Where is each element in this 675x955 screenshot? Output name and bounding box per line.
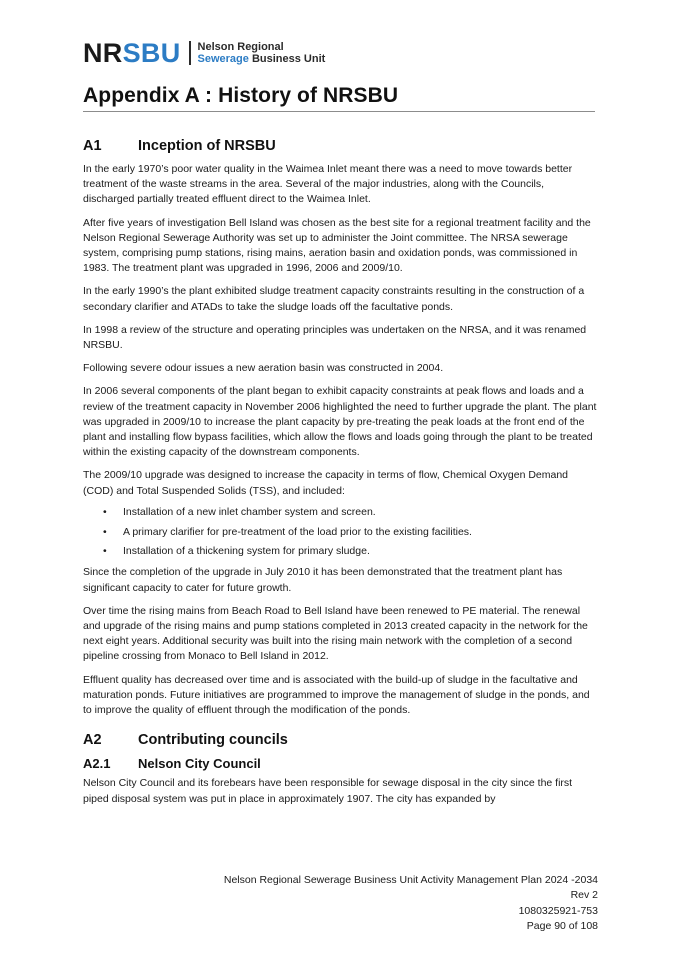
bullet-icon: • [103,525,107,538]
footer-plan-title: Nelson Regional Sewerage Business Unit Activity Management Plan 2024 -2034 [223,874,598,886]
paragraph: Nelson City Council and its forebears have been responsible for sewage disposal in the city since the first piped disposal system was put in place in approximately 1907. The city has expanded by [83,777,573,805]
section-a1-heading [83,138,597,154]
section-number: A1 [83,138,102,154]
upgrade-list [83,505,597,560]
page-footer [224,873,598,935]
section-number: A2 [83,732,102,749]
section-number: A2.1 [83,756,111,772]
footer-revision: Rev 2 [570,889,598,902]
page-title: Appendix A : History of NRSBU [83,84,399,107]
section-title: Inception of NRSBU [138,138,276,154]
paragraph: In 1998 a review of the structure and operating principles was undertaken on the NRSA, and it was renamed NRSBU. [83,323,587,352]
section-title: Nelson City Council [138,756,261,772]
bullet-icon: • [103,545,107,558]
list-item: • A primary clarifier for pre-treatment of the load prior to the existing facilities. [83,525,597,540]
logo-wordmark: NRSBU [83,38,181,68]
paragraph: In the early 1990’s the plant exhibited sludge treatment capacity constraints resulting in the construction of a secondary clarifier and ATADs to take the sludge loads off the facultative ponds. [83,285,585,313]
logo-tagline: Nelson Regional Sewerage Business Unit [197,41,326,65]
document-body [83,138,597,815]
paragraph: Over time the rising mains from Beach Road to Bell Island have been renewed to PE material. The renewal and upgrade of the rising mains and pump stations completed in 2013 created capacity in the network for the next eight years. Additional security was built into the rising main network with the completion of a second pipeline crossing from Monaco to Bell Island in 2012. [83,604,588,663]
paragraph: Since the completion of the upgrade in July 2010 it has been demonstrated that the treatment plant has significant capacity to cater for future growth. [83,566,563,594]
footer-document-id: 1080325921-753 [518,904,598,917]
section-a2-1-heading [83,756,597,771]
list-item: • Installation of a new inlet chamber system and screen. [83,505,597,520]
title-underline [83,111,595,112]
paragraph: Effluent quality has decreased over time and is associated with the build-up of sludge in the facultative and maturation ponds. Future initiatives are programmed to improve the management of sludge in the ponds, and to improve the quality of effluent through the modification of the ponds. [83,673,590,717]
bullet-icon: • [103,505,107,518]
logo-divider [189,41,191,65]
nrsbu-logo [83,38,325,68]
section-a2-heading [83,732,597,748]
list-item: • Installation of a thickening system for primary sludge. [83,544,597,559]
paragraph: In the early 1970’s poor water quality in the Waimea Inlet meant there was a need to move towards better treatment of the waste streams in the area. Several of the major industries, along with the Councils, discharged partially treated effluent direct to the Waimea Inlet. [83,163,573,206]
section-title: Contributing councils [138,732,288,749]
paragraph: The 2009/10 upgrade was designed to increase the capacity in terms of flow, Chemical Oxygen Demand (COD) and Total Suspended Solids (TSS), and included: [83,469,569,497]
paragraph: After five years of investigation Bell Island was chosen as the best site for a regional treatment facility and the Nelson Regional Sewerage Authority was set up to administer the Joint committee. The NRSA sewerage system, comprising pump stations, rising mains, aeration basin and oxidation ponds, was commissioned in 1983. The treatment plant was upgraded in 1996, 2006 and 2009/10. [83,216,591,275]
footer-page-number: Page 90 of 108 [526,920,598,933]
paragraph: Following severe odour issues a new aeration basin was constructed in 2004. [83,362,444,375]
paragraph: In 2006 several components of the plant began to exhibit capacity constraints at peak flows and loads and a review of the treatment capacity in November 2006 highlighted the need to further upgrade the plant. The plant was upgraded in 2009/10 to increase the plant capacity by pre-treating the peak loads at the front end of the plant and installing flow bypass facilities, which allow the flows and loads going through the plant to be treated within the existing capacity of the downstream components. [83,385,597,459]
